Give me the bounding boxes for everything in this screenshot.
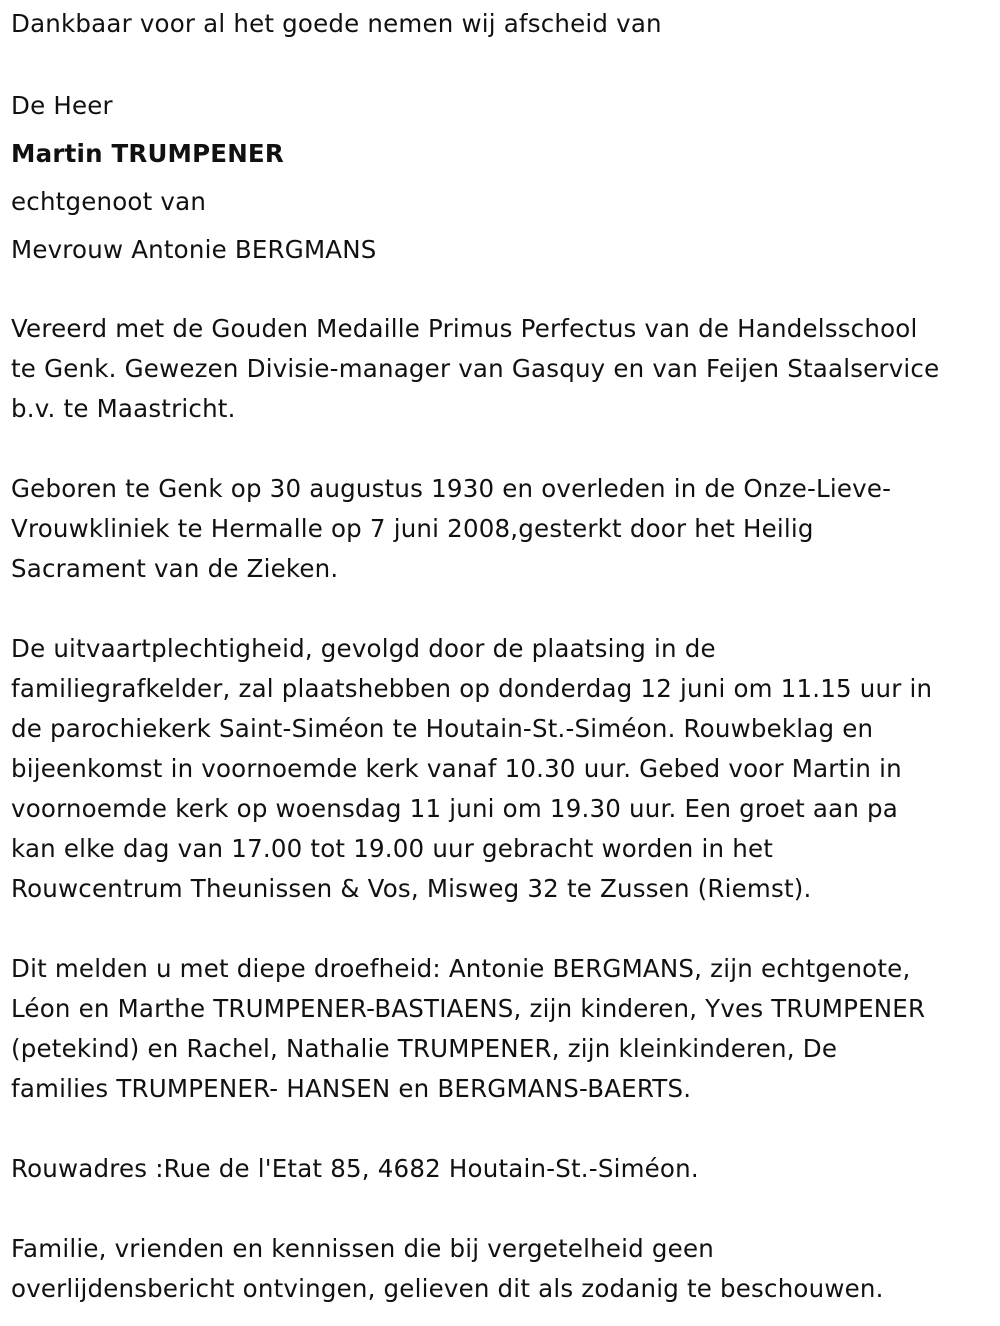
paragraph-line: b.v. te Maastricht. [11,394,236,423]
paragraph-line: te Genk. Gewezen Divisie-manager van Gasquy en van Feijen Staalservice [11,354,940,383]
deceased-name: Martin TRUMPENER [11,139,284,168]
paragraph-line: voornoemde kerk op woensdag 11 juni om 19.30 uur. Een groet aan pa [11,794,899,823]
paragraph-line: Vereerd met de Gouden Medaille Primus Perfectus van de Handelsschool [11,314,918,343]
paragraph-line: Vrouwkliniek te Hermalle op 7 juni 2008,gesterkt door het Heilig [11,514,814,543]
paragraph-line: Sacrament van de Zieken. [11,554,339,583]
paragraph-closing [11,1229,884,1309]
paragraph-line: Familie, vrienden en kennissen die bij vergetelheid geen [11,1234,714,1263]
paragraph-line: (petekind) en Rachel, Nathalie TRUMPENER, zijn kleinkinderen, De [11,1034,838,1063]
paragraph-line: families TRUMPENER- HANSEN en BERGMANS-BAERTS. [11,1074,692,1103]
paragraph-funeral [11,629,932,909]
paragraph-line: familiegrafkelder, zal plaatshebben op donderdag 12 juni om 11.15 uur in [11,674,933,703]
paragraph-line: Rouwadres :Rue de l'Etat 85, 4682 Houtain-St.-Siméon. [11,1154,699,1183]
paragraph-announcement [11,949,925,1109]
honorific: De Heer [11,91,113,120]
paragraph-honours [11,309,939,429]
paragraph-line: kan elke dag van 17.00 tot 19.00 uur gebracht worden in het [11,834,774,863]
paragraph-line: Geboren te Genk op 30 augustus 1930 en overleden in de Onze-Lieve- [11,474,892,503]
spouse-name: Mevrouw Antonie BERGMANS [11,235,377,264]
paragraph-line: De uitvaartplechtigheid, gevolgd door de plaatsing in de [11,634,716,663]
deceased-header [11,86,377,278]
relation-label: echtgenoot van [11,187,207,216]
paragraph-line: bijeenkomst in voornoemde kerk vanaf 10.30 uur. Gebed voor Martin in [11,754,902,783]
paragraph-line: Léon en Marthe TRUMPENER-BASTIAENS, zijn kinderen, Yves TRUMPENER [11,994,926,1023]
paragraph-line: de parochiekerk Saint-Siméon te Houtain-St.-Siméon. Rouwbeklag en [11,714,874,743]
intro-line: Dankbaar voor al het goede nemen wij afscheid van [11,9,662,38]
paragraph-line: overlijdensbericht ontvingen, gelieven dit als zodanig te beschouwen. [11,1274,884,1303]
paragraph-line: Dit melden u met diepe droefheid: Antonie BERGMANS, zijn echtgenote, [11,954,911,983]
paragraph-address [11,1149,699,1189]
paragraph-birth-death [11,469,891,589]
paragraph-line: Rouwcentrum Theunissen & Vos, Misweg 32 te Zussen (Riemst). [11,874,812,903]
